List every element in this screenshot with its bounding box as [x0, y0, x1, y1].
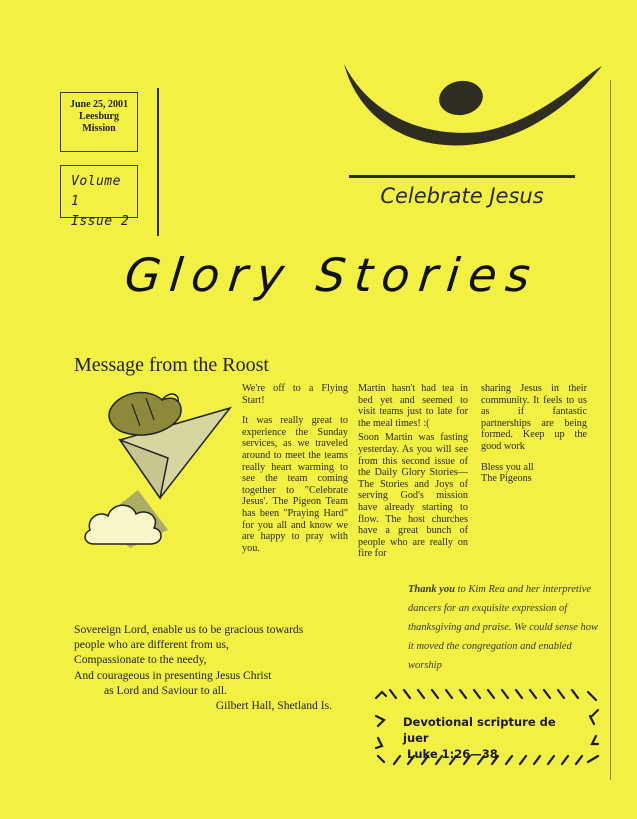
article-heading: Message from the Roost: [74, 354, 269, 376]
signoff-line: Bless you all: [481, 461, 534, 473]
date-line: June 25, 2001: [69, 99, 129, 110]
signoff-line: The Pigeons: [481, 473, 532, 485]
devotional-reference: Luke 1:26—38: [407, 747, 498, 761]
article-column-3: [481, 383, 587, 494]
tagline: Celebrate Jesus: [380, 184, 544, 208]
header-divider: [157, 88, 159, 236]
paragraph: sharing Jesus in their community. It feels to us as if fantastic partnerships are being formed. Keep up the good work: [481, 383, 587, 452]
mission-line: Mission: [82, 123, 116, 134]
masthead-title: Glory Stories: [122, 248, 542, 302]
thank-you-text: to Kim Rea and her interpretive dancers for an exquisite expression of thanksgiving and praise. We could sense how it moved the congregation and enabled worship: [408, 584, 599, 671]
paragraph: We're off to a Flying Start!: [242, 383, 348, 406]
signoff: [481, 462, 587, 485]
article-column-1: [242, 383, 348, 563]
date-box: [60, 92, 138, 152]
tagline-rule: [349, 175, 575, 178]
prayer-line: And courageous in presenting Jesus Christ: [74, 668, 272, 682]
right-margin-rule: [610, 80, 611, 780]
thank-you-lead: Thank you: [408, 584, 455, 595]
issue-label: Issue 2: [71, 214, 130, 229]
prayer-line: Compassionate to the needy,: [74, 653, 207, 667]
paragraph: Soon Martin was fasting yesterday. As you will see from this second issue of the Daily Glory Stories—The Stories and Joys of serving God's mission have already starting to flow. The host churches have a great bunch of people who are really on fire for: [358, 432, 468, 560]
prayer-line: Sovereign Lord, enable us to be gracious towards: [74, 623, 304, 636]
paragraph: Martin hasn't had tea in bed yet and seemed to visit teams just to late for the meal times! :(: [358, 383, 468, 429]
volume-label: Volume 1: [71, 174, 121, 209]
prayer: [74, 622, 344, 713]
pigeon-paper-plane-icon: [80, 380, 238, 550]
volume-box: [60, 165, 138, 229]
smile-logo-icon: [340, 52, 610, 177]
thank-you-note: [408, 580, 604, 675]
article-column-2: [358, 383, 468, 569]
place-line: Leesburg: [79, 111, 119, 122]
devotional: [403, 714, 583, 762]
prayer-line: people who are different from us,: [74, 638, 229, 652]
prayer-line: as Lord and Saviour to all.: [104, 683, 227, 697]
prayer-attribution: Gilbert Hall, Shetland Is.: [215, 699, 332, 713]
paragraph: It was really great to experience the Sunday services, as we traveled around to meet the teams really heart warming to see the team coming together to "Celebrate Jesus'. The Pigeon Team has been "Praying Hard" for you all and know we are happy to pray with you.: [242, 415, 348, 554]
devotional-title: Devotional scripture de juer: [403, 715, 556, 745]
